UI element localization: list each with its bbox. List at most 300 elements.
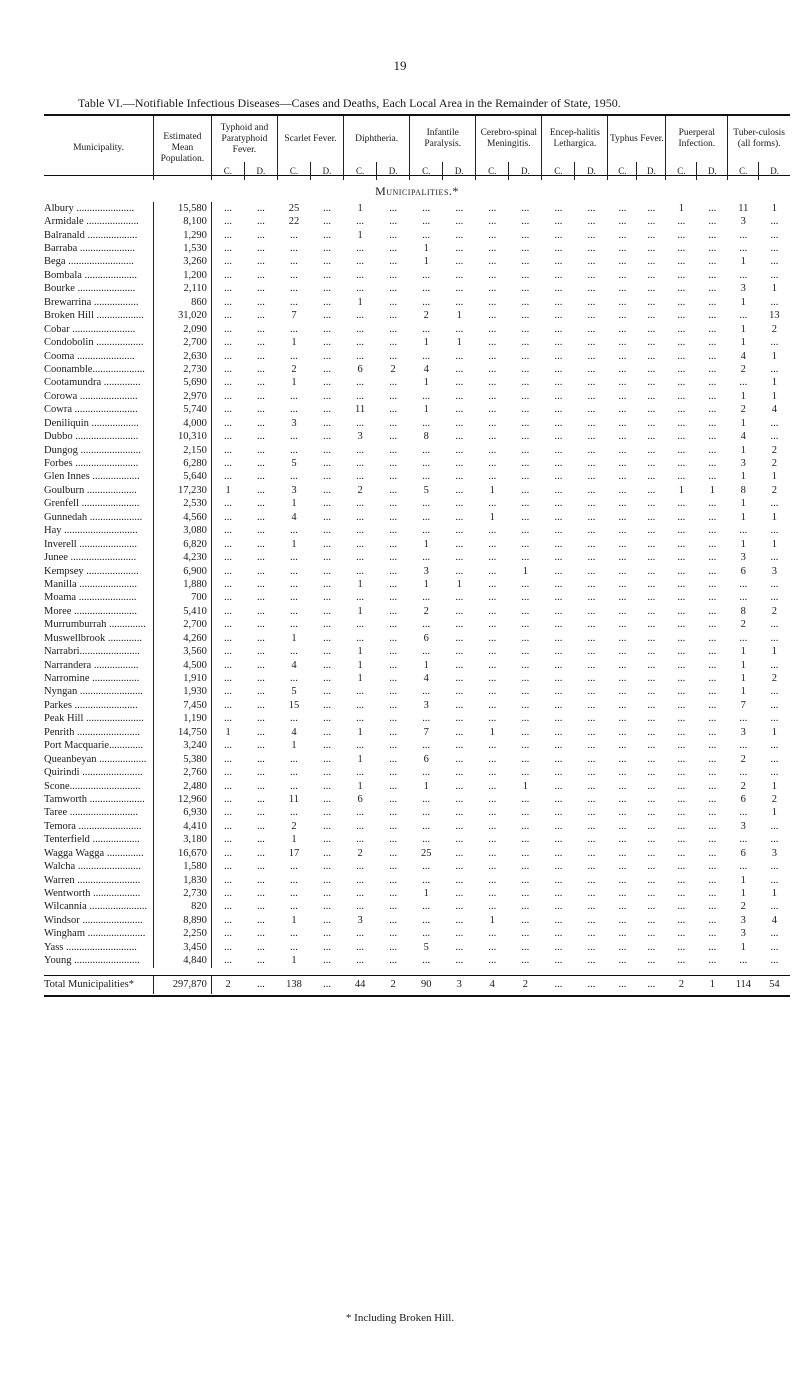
- deaths-cell: ...: [770, 498, 779, 510]
- cases-cell: ...: [356, 632, 365, 644]
- cases-cell: ...: [224, 901, 233, 913]
- cases-cell: ...: [356, 807, 365, 819]
- deaths-cell: ...: [708, 511, 717, 523]
- cases-cell: ...: [554, 820, 563, 832]
- deaths-cell: ...: [256, 202, 265, 214]
- cases-cell: ...: [422, 296, 431, 308]
- deaths-cell: ...: [455, 202, 464, 214]
- cases-cell: 1: [423, 243, 429, 255]
- deaths-cell: 13: [769, 310, 780, 322]
- deaths-cell: ...: [455, 619, 464, 631]
- deaths-cell: 1: [522, 780, 528, 792]
- deaths-cell: ...: [587, 955, 596, 967]
- population-cell: 5,640: [154, 471, 212, 484]
- deaths-cell: ...: [647, 363, 656, 375]
- deaths-cell: ...: [455, 498, 464, 510]
- deaths-cell: ...: [389, 955, 398, 967]
- deaths-cell: ...: [389, 807, 398, 819]
- cases-cell: ...: [488, 525, 497, 537]
- deaths-cell: ...: [521, 484, 530, 496]
- cases-cell: ...: [618, 323, 627, 335]
- deaths-cell: ...: [708, 673, 717, 685]
- cases-cell: ...: [356, 592, 365, 604]
- cases-cell: ...: [290, 646, 298, 658]
- cases-cell: ...: [356, 928, 365, 940]
- deaths-cell: ...: [323, 978, 331, 990]
- deaths-cell: ...: [587, 256, 596, 268]
- cases-cell: ...: [422, 458, 431, 470]
- deaths-cell: ...: [587, 914, 596, 926]
- cases-cell: ...: [422, 525, 431, 537]
- deaths-cell: ...: [587, 404, 596, 416]
- municipality-name: Cowra ........................: [44, 404, 138, 416]
- deaths-cell: ...: [455, 216, 464, 228]
- population-cell: 2,730: [154, 887, 212, 900]
- cases-cell: ...: [356, 861, 365, 873]
- municipality-name: Narrabri.......................: [44, 646, 140, 658]
- cases-cell: ...: [618, 404, 627, 416]
- deaths-cell: ...: [256, 511, 265, 523]
- cases-cell: ...: [224, 525, 233, 537]
- population-cell: 2,970: [154, 390, 212, 403]
- deaths-cell: ...: [521, 216, 530, 228]
- deaths-cell: ...: [521, 699, 530, 711]
- cases-cell: ...: [554, 431, 563, 443]
- cases-cell: ...: [224, 619, 233, 631]
- cases-cell: ...: [224, 269, 233, 281]
- municipality-name: Taree ..........................: [44, 807, 139, 819]
- deaths-cell: 54: [769, 978, 780, 990]
- deaths-cell: ...: [256, 538, 265, 550]
- cases-cell: 1: [740, 511, 746, 523]
- deaths-cell: 1: [771, 390, 778, 402]
- deaths-cell: ...: [708, 820, 717, 832]
- cases-cell: ...: [488, 632, 497, 644]
- deaths-cell: ...: [708, 726, 717, 738]
- cases-cell: ...: [290, 673, 298, 685]
- population-cell: 2,700: [154, 336, 212, 349]
- table-row: [44, 215, 790, 228]
- deaths-cell: ...: [323, 847, 331, 859]
- deaths-cell: 1: [771, 511, 778, 523]
- deaths-cell: ...: [323, 202, 331, 214]
- municipality-name: Bourke ......................: [44, 283, 136, 295]
- cases-cell: ...: [677, 686, 686, 698]
- deaths-cell: ...: [455, 767, 464, 779]
- cases-cell: ...: [224, 323, 233, 335]
- header-disease: Typhus Fever.: [608, 116, 666, 162]
- cases-cell: 2: [225, 978, 231, 990]
- deaths-cell: ...: [770, 229, 779, 241]
- cases-cell: ...: [554, 646, 563, 658]
- deaths-cell: ...: [770, 928, 779, 940]
- deaths-cell: ...: [521, 323, 530, 335]
- cases-cell: ...: [618, 471, 627, 483]
- cases-cell: ...: [290, 780, 298, 792]
- deaths-cell: ...: [521, 256, 530, 268]
- deaths-cell: ...: [647, 471, 656, 483]
- municipality-name: Glen Innes ..................: [44, 471, 140, 483]
- cases-cell: ...: [618, 632, 627, 644]
- deaths-cell: ...: [770, 256, 779, 268]
- cases-cell: ...: [356, 820, 365, 832]
- cases-cell: ...: [290, 229, 298, 241]
- cases-cell: ...: [290, 861, 298, 873]
- deaths-cell: ...: [587, 888, 596, 900]
- deaths-cell: ...: [455, 659, 464, 671]
- cases-cell: ...: [554, 216, 563, 228]
- population-cell: 15,580: [154, 202, 212, 215]
- deaths-cell: ...: [389, 283, 398, 295]
- cases-cell: 1: [357, 296, 363, 308]
- population-cell: 3,260: [154, 256, 212, 269]
- deaths-cell: ...: [521, 444, 530, 456]
- table-row: [44, 296, 790, 309]
- table-row: [44, 619, 790, 632]
- deaths-cell: ...: [770, 834, 779, 846]
- deaths-cell: ...: [770, 874, 779, 886]
- deaths-cell: ...: [323, 377, 331, 389]
- cases-cell: ...: [488, 646, 497, 658]
- deaths-cell: ...: [708, 471, 717, 483]
- deaths-cell: 1: [771, 538, 778, 550]
- deaths-cell: ...: [389, 511, 398, 523]
- cases-cell: 1: [357, 605, 363, 617]
- deaths-cell: ...: [256, 605, 265, 617]
- cases-cell: 1: [423, 780, 429, 792]
- deaths-cell: ...: [256, 941, 265, 953]
- table-row: [44, 283, 790, 296]
- deaths-cell: ...: [587, 901, 596, 913]
- deaths-cell: ...: [647, 753, 656, 765]
- cases-cell: ...: [356, 323, 365, 335]
- cases-cell: ...: [739, 834, 748, 846]
- deaths-cell: ...: [256, 229, 265, 241]
- cases-cell: ...: [554, 538, 563, 550]
- deaths-cell: ...: [647, 498, 656, 510]
- cases-cell: ...: [422, 928, 431, 940]
- deaths-cell: ...: [256, 659, 265, 671]
- cases-cell: 3: [740, 458, 746, 470]
- municipality-name: Wingham ......................: [44, 928, 146, 940]
- cases-cell: ...: [290, 431, 298, 443]
- population-cell: 5,740: [154, 404, 212, 417]
- cases-cell: ...: [677, 659, 686, 671]
- cases-cell: ...: [618, 861, 627, 873]
- deaths-cell: ...: [587, 538, 596, 550]
- municipality-name: Muswellbrook .............: [44, 632, 142, 644]
- cases-cell: 90: [420, 978, 432, 990]
- header-deaths: D.: [443, 162, 476, 180]
- deaths-cell: ...: [647, 511, 656, 523]
- deaths-cell: ...: [455, 431, 464, 443]
- cases-cell: 1: [740, 538, 746, 550]
- table-row: [44, 860, 790, 873]
- deaths-cell: ...: [587, 525, 596, 537]
- deaths-cell: ...: [587, 296, 596, 308]
- deaths-cell: 2: [771, 673, 778, 685]
- cases-cell: ...: [677, 525, 686, 537]
- deaths-cell: ...: [647, 713, 656, 725]
- deaths-cell: ...: [770, 820, 779, 832]
- cases-cell: ...: [618, 243, 627, 255]
- deaths-cell: ...: [770, 941, 779, 953]
- cases-cell: ...: [618, 390, 627, 402]
- deaths-cell: ...: [708, 337, 717, 349]
- cases-cell: 4: [291, 726, 297, 738]
- deaths-cell: ...: [521, 914, 530, 926]
- deaths-cell: 2: [771, 444, 778, 456]
- population-cell: 16,670: [154, 847, 212, 860]
- cases-cell: ...: [554, 928, 563, 940]
- deaths-cell: ...: [323, 834, 331, 846]
- deaths-cell: ...: [256, 847, 265, 859]
- deaths-cell: ...: [647, 632, 656, 644]
- deaths-cell: ...: [521, 404, 530, 416]
- deaths-cell: ...: [647, 350, 656, 362]
- deaths-cell: ...: [455, 820, 464, 832]
- cases-cell: ...: [554, 659, 563, 671]
- cases-cell: ...: [618, 888, 627, 900]
- table-row: [44, 417, 790, 430]
- cases-cell: ...: [618, 525, 627, 537]
- cases-cell: ...: [488, 458, 497, 470]
- deaths-cell: ...: [708, 350, 717, 362]
- table-row: [44, 740, 790, 753]
- deaths-cell: ...: [587, 243, 596, 255]
- municipality-name: Dubbo ........................: [44, 431, 139, 443]
- deaths-cell: ...: [647, 444, 656, 456]
- header-municipality: Municipality.: [73, 142, 124, 153]
- cases-cell: ...: [618, 646, 627, 658]
- cases-cell: ...: [739, 377, 748, 389]
- deaths-cell: ...: [770, 296, 779, 308]
- cases-cell: ...: [554, 605, 563, 617]
- deaths-cell: ...: [455, 726, 464, 738]
- cases-cell: 3: [357, 431, 363, 443]
- deaths-cell: 3: [771, 565, 778, 577]
- cases-cell: ...: [290, 928, 298, 940]
- municipality-name: Moree ........................: [44, 605, 138, 617]
- table-row: [44, 605, 790, 618]
- cases-cell: ...: [618, 619, 627, 631]
- cases-cell: ...: [618, 659, 627, 671]
- deaths-cell: ...: [647, 955, 656, 967]
- cases-cell: ...: [422, 202, 431, 214]
- deaths-cell: ...: [389, 565, 398, 577]
- cases-cell: 3: [740, 928, 746, 940]
- cases-cell: ...: [677, 283, 686, 295]
- deaths-cell: ...: [256, 296, 265, 308]
- deaths-cell: ...: [389, 780, 398, 792]
- deaths-cell: ...: [455, 632, 464, 644]
- cases-cell: ...: [224, 807, 233, 819]
- deaths-cell: ...: [455, 283, 464, 295]
- deaths-cell: ...: [256, 928, 265, 940]
- cases-cell: ...: [290, 350, 298, 362]
- cases-cell: ...: [356, 283, 365, 295]
- deaths-cell: ...: [521, 350, 530, 362]
- municipality-name: Balranald ...................: [44, 229, 138, 241]
- cases-cell: 1: [740, 471, 746, 483]
- cases-cell: ...: [554, 713, 563, 725]
- cases-cell: ...: [224, 202, 233, 214]
- deaths-cell: ...: [389, 834, 398, 846]
- deaths-cell: ...: [323, 337, 331, 349]
- deaths-cell: ...: [587, 726, 596, 738]
- municipality-name: Bega .........................: [44, 256, 134, 268]
- cases-cell: ...: [488, 861, 497, 873]
- cases-cell: ...: [554, 632, 563, 644]
- cases-cell: 2: [423, 310, 429, 322]
- deaths-cell: ...: [323, 404, 331, 416]
- deaths-cell: ...: [770, 619, 779, 631]
- deaths-cell: ...: [521, 888, 530, 900]
- cases-cell: 1: [740, 323, 746, 335]
- cases-cell: ...: [677, 337, 686, 349]
- cases-cell: ...: [554, 404, 563, 416]
- deaths-cell: ...: [389, 726, 398, 738]
- cases-cell: ...: [356, 955, 365, 967]
- deaths-cell: ...: [647, 565, 656, 577]
- header-disease: Diphtheria.: [344, 116, 410, 162]
- cases-cell: ...: [356, 310, 365, 322]
- table-row: [44, 578, 790, 591]
- cases-cell: ...: [224, 552, 233, 564]
- deaths-cell: ...: [455, 847, 464, 859]
- deaths-cell: 1: [771, 888, 778, 900]
- cases-cell: ...: [356, 471, 365, 483]
- cases-cell: ...: [618, 337, 627, 349]
- table-row: [44, 645, 790, 658]
- deaths-cell: ...: [389, 404, 398, 416]
- cases-cell: 1: [740, 888, 746, 900]
- cases-cell: ...: [618, 686, 627, 698]
- cases-cell: ...: [488, 605, 497, 617]
- cases-cell: ...: [356, 444, 365, 456]
- deaths-cell: ...: [647, 552, 656, 564]
- deaths-cell: ...: [256, 417, 265, 429]
- cases-cell: ...: [290, 471, 298, 483]
- deaths-cell: ...: [323, 901, 331, 913]
- population-cell: 1,200: [154, 269, 212, 282]
- cases-cell: ...: [554, 565, 563, 577]
- deaths-cell: ...: [323, 310, 331, 322]
- section-title: Municipalities.*: [375, 184, 459, 198]
- header-disease: Encep-halitis Lethargica.: [542, 116, 608, 162]
- deaths-cell: ...: [647, 928, 656, 940]
- deaths-cell: ...: [708, 605, 717, 617]
- deaths-cell: ...: [521, 820, 530, 832]
- deaths-cell: ...: [708, 941, 717, 953]
- deaths-cell: ...: [587, 820, 596, 832]
- cases-cell: ...: [290, 605, 298, 617]
- deaths-cell: 1: [771, 726, 778, 738]
- deaths-cell: ...: [455, 592, 464, 604]
- deaths-cell: ...: [587, 847, 596, 859]
- deaths-cell: ...: [323, 216, 331, 228]
- cases-cell: ...: [290, 565, 298, 577]
- cases-cell: ...: [488, 888, 497, 900]
- cases-cell: ...: [488, 202, 497, 214]
- deaths-cell: ...: [389, 498, 398, 510]
- deaths-cell: ...: [587, 484, 596, 496]
- cases-cell: ...: [554, 807, 563, 819]
- cases-cell: ...: [739, 243, 748, 255]
- deaths-cell: ...: [587, 498, 596, 510]
- cases-cell: ...: [677, 847, 686, 859]
- deaths-cell: ...: [389, 861, 398, 873]
- deaths-cell: ...: [455, 914, 464, 926]
- cases-cell: ...: [739, 861, 748, 873]
- deaths-cell: ...: [256, 619, 265, 631]
- municipality-name: Forbes ........................: [44, 458, 139, 470]
- deaths-cell: ...: [647, 861, 656, 873]
- deaths-cell: 1: [771, 283, 778, 295]
- cases-cell: ...: [488, 256, 497, 268]
- cases-cell: ...: [290, 404, 298, 416]
- header-deaths: D.: [311, 162, 344, 180]
- deaths-cell: ...: [256, 578, 265, 590]
- cases-cell: ...: [422, 901, 431, 913]
- cases-cell: ...: [356, 350, 365, 362]
- deaths-cell: ...: [708, 834, 717, 846]
- deaths-cell: ...: [647, 888, 656, 900]
- cases-cell: ...: [224, 659, 233, 671]
- deaths-cell: 2: [390, 363, 396, 375]
- deaths-cell: ...: [389, 820, 398, 832]
- cases-cell: 1: [291, 914, 297, 926]
- header-deaths: D.: [575, 162, 608, 180]
- deaths-cell: ...: [770, 216, 779, 228]
- deaths-cell: ...: [389, 578, 398, 590]
- municipality-name: Barraba .....................: [44, 243, 135, 255]
- deaths-cell: ...: [521, 538, 530, 550]
- cases-cell: ...: [488, 350, 497, 362]
- cases-cell: ...: [422, 417, 431, 429]
- deaths-cell: ...: [647, 431, 656, 443]
- cases-cell: ...: [290, 256, 298, 268]
- deaths-cell: ...: [647, 740, 656, 752]
- header-cases: C.: [344, 162, 377, 180]
- deaths-cell: ...: [647, 323, 656, 335]
- deaths-cell: ...: [587, 552, 596, 564]
- deaths-cell: ...: [587, 458, 596, 470]
- deaths-cell: ...: [647, 296, 656, 308]
- cases-cell: 4: [291, 511, 297, 523]
- table-row: [44, 847, 790, 860]
- deaths-cell: ...: [587, 283, 596, 295]
- header-disease: Cerebro-spinal Meningitis.: [476, 116, 542, 162]
- cases-cell: ...: [554, 834, 563, 846]
- municipality-name: Narromine ..................: [44, 673, 140, 685]
- cases-cell: ...: [618, 753, 627, 765]
- cases-cell: ...: [422, 283, 431, 295]
- deaths-cell: ...: [323, 632, 331, 644]
- deaths-cell: ...: [708, 269, 717, 281]
- cases-cell: ...: [422, 552, 431, 564]
- cases-cell: ...: [422, 229, 431, 241]
- cases-cell: ...: [422, 686, 431, 698]
- population-cell: 1,930: [154, 686, 212, 699]
- deaths-cell: ...: [455, 901, 464, 913]
- cases-cell: ...: [618, 978, 627, 990]
- cases-cell: ...: [554, 283, 563, 295]
- deaths-cell: ...: [587, 619, 596, 631]
- cases-cell: 2: [423, 605, 429, 617]
- cases-cell: 1: [740, 673, 746, 685]
- deaths-cell: ...: [587, 350, 596, 362]
